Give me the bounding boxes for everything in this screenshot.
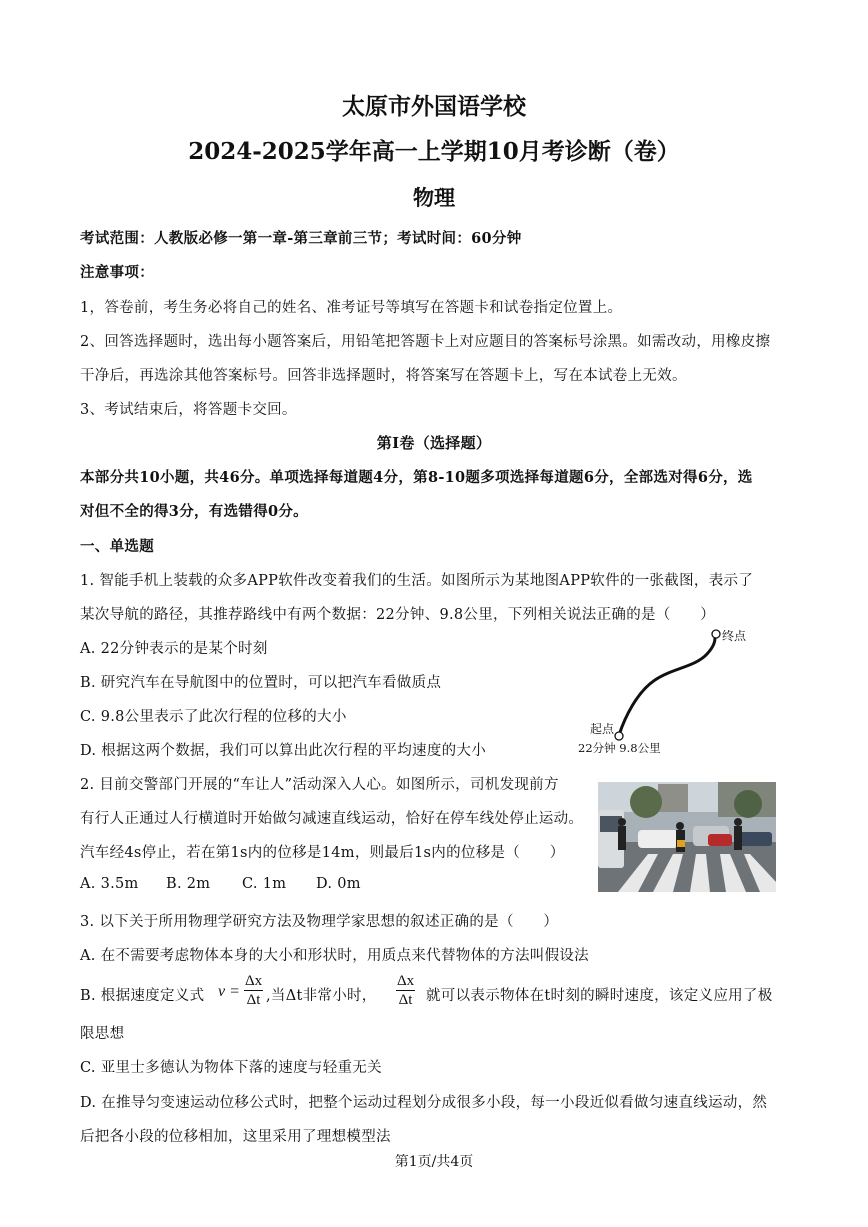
q2-stem: 汽车经4s停止，若在第1s内的位移是14m，则最后1s内的位移是（ ）	[80, 845, 565, 861]
q3-stem: 3. 以下关于所用物理学研究方法及物理学家思想的叙述正确的是（ ）	[80, 914, 559, 930]
notice-heading: 注意事项：	[80, 264, 154, 281]
ratio-fraction	[396, 972, 415, 1009]
subject-title: 物理	[413, 185, 455, 210]
route-info: 22分钟 9.8公里	[578, 741, 661, 755]
section-desc: 本部分共10小题，共46分。单项选择每道题4分，第8-10题多项选择每道题6分，全部选对得6分，选	[80, 469, 753, 486]
velocity-fraction	[244, 972, 263, 1009]
q2-stem: 2. 目前交警部门开展的“车让人”活动深入人心。如图所示，司机发现前方	[80, 777, 559, 793]
q3-option-b-line2: 限思想	[80, 1026, 125, 1042]
exam-title: 2024-2025学年高一上学期10月考诊断（卷）	[188, 138, 680, 165]
school-name: 太原市外国语学校	[342, 93, 526, 120]
q2-option-b: B. 2m	[166, 876, 211, 892]
crosswalk-photo	[598, 782, 776, 892]
fraction-denominator: Δt	[398, 992, 413, 1008]
notice-item: 干净后，再选涂其他答案标号。回答非选择题时，将答案写在答题卡上，写在本试卷上无效。	[80, 368, 687, 384]
q3-option-d: D. 在推导匀变速运动位移公式时，把整个运动过程划分成很多小段，每一小段近似看做匀速直线运动，然	[80, 1095, 768, 1111]
q1-stem: 某次导航的路径，其推荐路线中有两个数据：22分钟、9.8公里，下列相关说法正确的是（ ）	[80, 607, 716, 623]
notice-item: 2、回答选择题时，选出每小题答案后，用铅笔把答题卡上对应题目的答案标号涂黑。如需改动，用橡皮擦	[80, 334, 771, 350]
q3-option-d: 后把各小段的位移相加，这里采用了理想模型法	[80, 1129, 391, 1145]
q3-option-c: C. 亚里士多德认为物体下落的速度与轻重无关	[80, 1060, 382, 1076]
q1-option-d: D. 根据这两个数据，我们可以算出此次行程的平均速度的大小	[80, 743, 487, 759]
end-label: 终点	[722, 629, 747, 643]
part-heading: 一、单选题	[80, 538, 154, 555]
start-label: 起点	[590, 722, 615, 736]
notice-item: 1，答卷前，考生务必将自己的姓名、准考证号等填写在答题卡和试卷指定位置上。	[80, 300, 623, 316]
q2-option-c: C. 1m	[242, 876, 287, 892]
section-desc: 对但不全的得3分，有选错得0分。	[80, 503, 308, 520]
q3-option-b-mid: ,当Δt非常小时，	[266, 988, 377, 1004]
q2-option-d: D. 0m	[316, 876, 361, 892]
page-footer: 第1页/共4页	[394, 1154, 474, 1170]
section-title: 第Ⅰ卷（选择题）	[376, 434, 492, 452]
exam-info: 考试范围：人教版必修一第一章-第三章前三节；考试时间：60分钟	[80, 230, 522, 247]
q1-option-c: C. 9.8公里表示了此次行程的位移的大小	[80, 709, 347, 725]
q2-option-a: A. 3.5m	[80, 876, 139, 892]
velocity-symbol: v =	[218, 983, 240, 1000]
q1-stem: 1. 智能手机上装载的众多APP软件改变着我们的生活。如图所示为某地图APP软件的一张截图，表示了	[80, 573, 754, 589]
q3-option-b-prefix: B. 根据速度定义式	[80, 988, 205, 1004]
route-path	[619, 635, 716, 735]
q1-option-a: A. 22分钟表示的是某个时刻	[80, 641, 268, 657]
fraction-denominator: Δt	[246, 992, 261, 1008]
q3-option-a: A. 在不需要考虑物体本身的大小和形状时，用质点来代替物体的方法叫假设法	[80, 948, 589, 964]
q3-option-b-post: 就可以表示物体在t时刻的瞬时速度，该定义应用了极	[426, 988, 773, 1004]
fraction-numerator: Δx	[397, 973, 415, 989]
fraction-numerator: Δx	[245, 973, 263, 989]
q2-stem: 有行人正通过人行横道时开始做匀减速直线运动，恰好在停车线处停止运动。	[80, 811, 584, 827]
q1-option-b: B. 研究汽车在导航图中的位置时，可以把汽车看做质点	[80, 675, 442, 691]
notice-item: 3、考试结束后，将答题卡交回。	[80, 402, 297, 418]
start-point	[615, 732, 623, 740]
end-point	[712, 630, 720, 638]
